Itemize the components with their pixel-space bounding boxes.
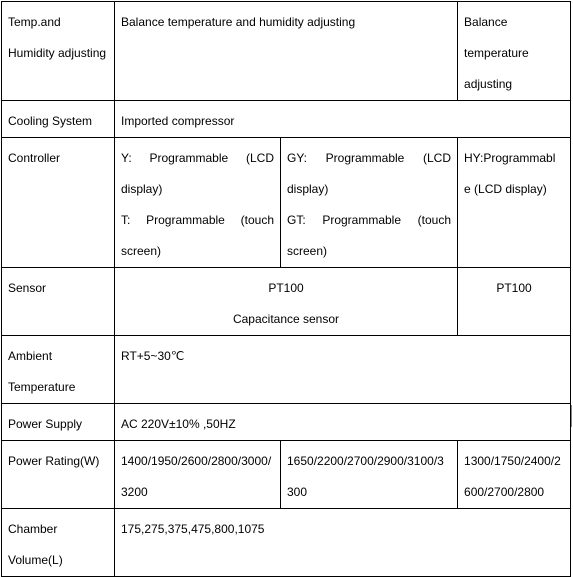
- value-line: 1400/1950/2600/2800/3000/: [121, 454, 272, 468]
- label-line: Ambient: [8, 349, 53, 363]
- value-line: 3200: [121, 485, 148, 499]
- value-line: screen): [121, 244, 162, 258]
- value-line: display): [287, 182, 329, 196]
- label-controller: Controller: [2, 138, 115, 268]
- value-temp-humidity: Balance temperature and humidity adjusting: [115, 2, 458, 101]
- spec-table: [1, 1, 571, 577]
- value-power-supply: AC 220V±10% ,50HZ: [115, 404, 571, 441]
- row-controller: [2, 138, 571, 268]
- value-sensor-alt: PT100: [458, 268, 571, 336]
- row-sensor: [2, 268, 571, 336]
- label-line: Temperature: [8, 380, 76, 394]
- row-power-supply: [2, 404, 571, 441]
- label-cooling: Cooling System: [2, 101, 115, 138]
- value-line: Capacitance sensor: [232, 312, 340, 326]
- row-cooling: [2, 101, 571, 138]
- label-line: Humidity adjusting: [8, 46, 107, 60]
- value-controller-a: [115, 138, 281, 268]
- value-line: screen): [287, 244, 328, 258]
- scroll-marker: [571, 405, 572, 427]
- value-line: PT100: [268, 281, 304, 295]
- row-power-rating: [2, 441, 571, 509]
- value-line: 300: [287, 485, 308, 499]
- value-line: T: Programmable (touch: [121, 213, 274, 227]
- value-temp-humidity-alt: [458, 2, 571, 101]
- value-line: HY:Programmabl: [464, 151, 556, 165]
- value-line: GT: Programmable (touch: [287, 213, 452, 227]
- label-chamber-volume: [2, 509, 115, 577]
- value-line: 600/2700/2800: [464, 485, 545, 499]
- value-power-rating-c: [458, 441, 571, 509]
- value-line: e (LCD display): [464, 182, 547, 196]
- value-line: 1650/2200/2700/2900/3100/3: [287, 454, 444, 468]
- label-power-rating: Power Rating(W): [2, 441, 115, 509]
- label-line: Temp.and: [8, 15, 61, 29]
- value-power-rating-a: [115, 441, 281, 509]
- value-line: GY: Programmable (LCD: [287, 151, 452, 165]
- value-controller-c: [458, 138, 571, 268]
- value-ambient: RT+5~30℃: [115, 336, 571, 404]
- label-line: Volume(L): [8, 553, 63, 567]
- value-line: 1300/1750/2400/2: [464, 454, 561, 468]
- value-line: display): [121, 182, 163, 196]
- value-line: adjusting: [464, 77, 513, 91]
- label-temp-humidity: [2, 2, 115, 101]
- value-sensor: [115, 268, 458, 336]
- value-line: Balance: [464, 15, 508, 29]
- label-power-supply: Power Supply: [2, 404, 115, 441]
- label-sensor: Sensor: [2, 268, 115, 336]
- label-ambient: [2, 336, 115, 404]
- row-chamber-volume: [2, 509, 571, 577]
- value-line: temperature: [464, 46, 529, 60]
- value-controller-b: [281, 138, 458, 268]
- value-cooling: Imported compressor: [115, 101, 571, 138]
- row-temp-humidity: [2, 2, 571, 101]
- value-chamber-volume: 175,275,375,475,800,1075: [115, 509, 571, 577]
- row-ambient: [2, 336, 571, 404]
- label-line: Chamber: [8, 522, 58, 536]
- value-power-rating-b: [281, 441, 458, 509]
- value-line: Y: Programmable (LCD: [121, 151, 274, 165]
